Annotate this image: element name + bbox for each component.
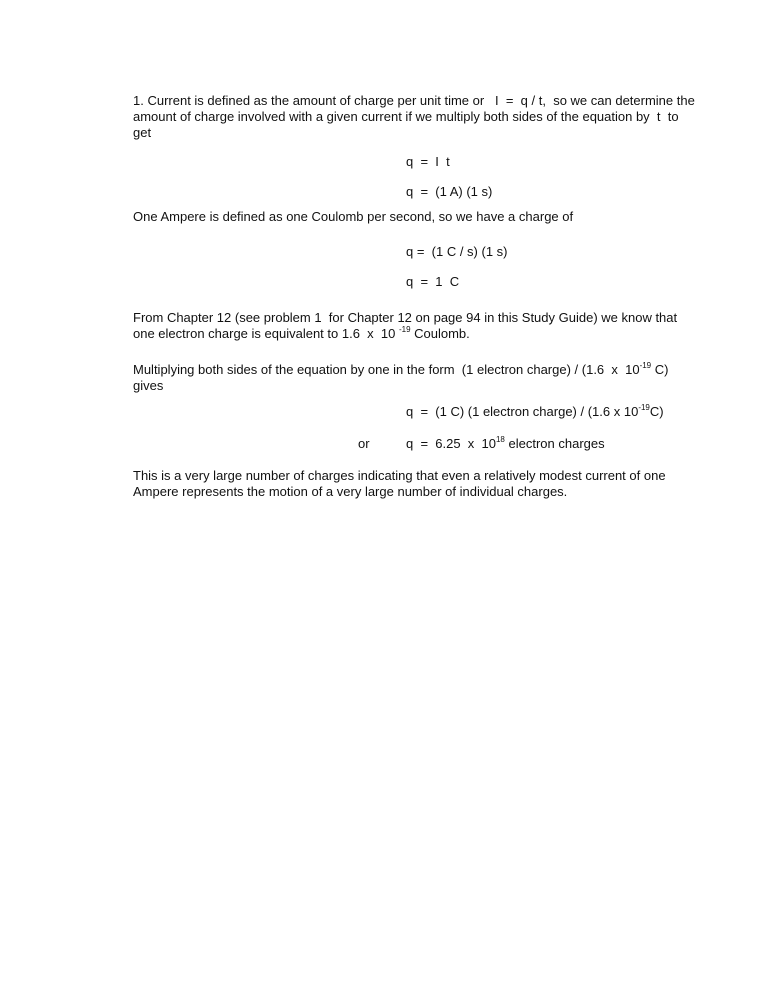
equation-result [406, 436, 605, 452]
text: q = (1 C) (1 electron charge) / (1.6 x 10 [406, 404, 639, 419]
exponent: 18 [495, 435, 505, 444]
text: one electron charge is equivalent to 1.6 x 10 [133, 326, 399, 341]
paragraph-line: One Ampere is defined as one Coulomb per second, so we have a charge of [133, 209, 574, 224]
equation-q-1cs1s: q = (1 C / s) (1 s) [406, 244, 508, 259]
equation-q-it: q = I t [406, 154, 450, 169]
paragraph-line [133, 362, 668, 378]
equation-q-1a1s: q = (1 A) (1 s) [406, 184, 493, 199]
paragraph-line: From Chapter 12 (see problem 1 for Chapter 12 on page 94 in this Study Guide) we know that [133, 310, 678, 325]
text: Multiplying both sides of the equation by one in the form (1 electron charge) / (1.6 x 10 [133, 362, 640, 377]
exponent: -19 [639, 361, 652, 370]
equation-electron-conversion [406, 404, 664, 420]
paragraph-line: Ampere represents the motion of a very large number of individual charges. [133, 484, 568, 499]
paragraph-line: amount of charge involved with a given current if we multiply both sides of the equation by t to [133, 109, 679, 124]
equation-q-1c: q = 1 C [406, 274, 460, 289]
paragraph-line: 1. Current is defined as the amount of charge per unit time or I = q / t, so we can determine the [133, 93, 695, 108]
text: Coulomb. [410, 326, 470, 341]
exponent: -19 [398, 325, 411, 334]
paragraph-line: gives [133, 378, 164, 393]
paragraph-line: This is a very large number of charges indicating that even a relatively modest current of one [133, 468, 666, 483]
text: q = 6.25 x 10 [406, 436, 496, 451]
text: C) [651, 362, 669, 377]
or-label: or [358, 436, 370, 451]
text: C) [649, 404, 664, 419]
exponent: -19 [638, 403, 650, 412]
text: electron charges [504, 436, 605, 451]
paragraph-line: get [133, 125, 152, 140]
paragraph-line [133, 326, 470, 342]
